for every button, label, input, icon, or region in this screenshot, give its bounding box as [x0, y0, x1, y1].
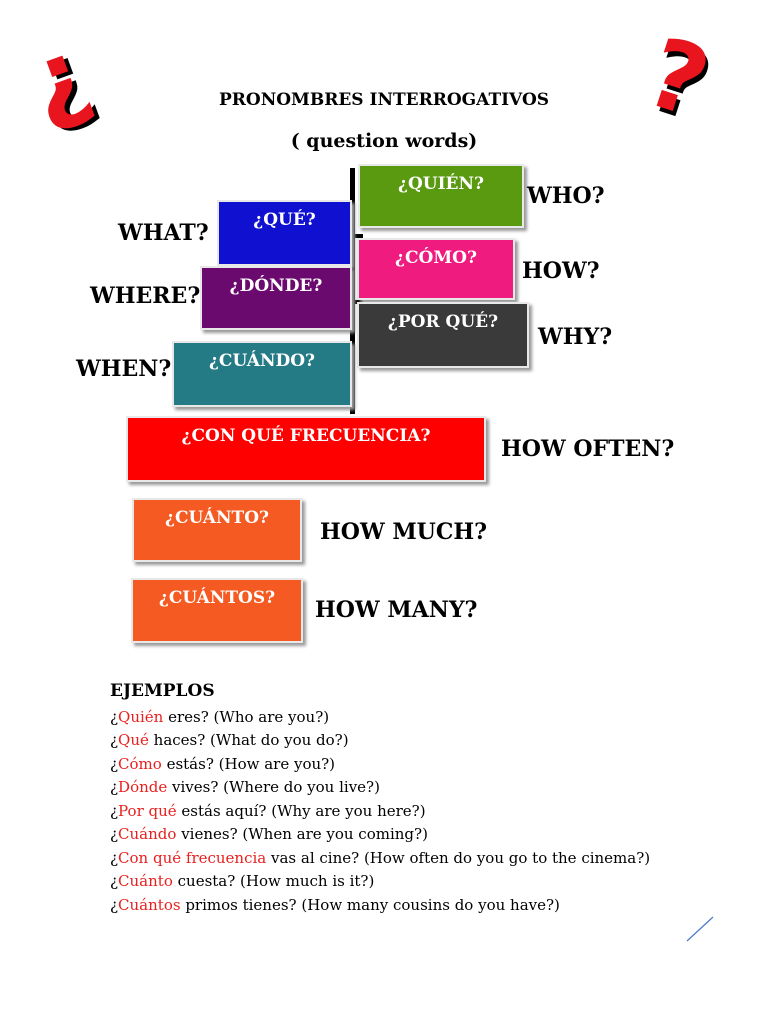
example-line	[110, 870, 650, 894]
example-line	[110, 823, 650, 847]
english-who: WHO?	[527, 183, 605, 209]
example-rest: vienes? (When are you coming?)	[176, 825, 428, 843]
example-prefix: ¿	[110, 731, 119, 749]
english-what: WHAT?	[118, 220, 209, 246]
english-how-often: HOW OFTEN?	[501, 436, 675, 462]
inverted-question-mark-icon: ¿	[12, 15, 104, 141]
example-line	[110, 894, 650, 918]
example-keyword: Por qué	[118, 801, 177, 820]
example-rest: estás aquí? (Why are you here?)	[176, 801, 426, 820]
word-box-que: ¿QUÉ?	[217, 200, 352, 266]
word-box-quien: ¿QUIÉN?	[358, 164, 524, 228]
english-why: WHY?	[538, 324, 613, 350]
example-line	[110, 706, 650, 730]
example-prefix: ¿	[110, 872, 119, 890]
example-line	[110, 847, 650, 871]
example-prefix: ¿	[110, 801, 119, 820]
word-box-por-que: ¿POR QUÉ?	[357, 302, 529, 368]
example-rest: primos tienes? (How many cousins do you have?)	[180, 895, 560, 914]
examples-list	[110, 706, 650, 918]
example-keyword: Cuánto	[118, 872, 173, 890]
word-box-donde: ¿DÓNDE?	[200, 266, 352, 330]
example-prefix: ¿	[110, 778, 119, 796]
example-line	[110, 776, 650, 800]
example-rest: estás? (How are you?)	[161, 754, 336, 773]
example-prefix: ¿	[110, 848, 119, 867]
example-keyword: Cuántos	[118, 895, 181, 914]
word-box-cuantos: ¿CUÁNTOS?	[131, 578, 303, 643]
example-keyword: Qué	[118, 731, 149, 749]
example-rest: eres? (Who are you?)	[163, 707, 330, 726]
example-prefix: ¿	[110, 754, 119, 773]
example-keyword: Con qué frecuencia	[118, 848, 267, 867]
example-line	[110, 729, 650, 753]
english-where: WHERE?	[90, 283, 201, 309]
english-how: HOW?	[522, 258, 600, 284]
example-keyword: Quién	[118, 707, 164, 726]
english-how-much: HOW MUCH?	[320, 519, 488, 545]
examples-heading: EJEMPLOS	[110, 681, 215, 701]
example-keyword: Cuándo	[118, 825, 177, 843]
example-keyword: Cómo	[118, 754, 162, 773]
examples-section	[110, 680, 650, 917]
example-prefix: ¿	[110, 707, 119, 726]
page-subtitle: ( question words)	[290, 130, 478, 152]
example-rest: cuesta? (How much is it?)	[172, 872, 375, 890]
example-line	[110, 800, 650, 824]
page-title: PRONOMBRES INTERROGATIVOS	[218, 90, 550, 110]
question-mark-icon: ?	[634, 16, 722, 140]
word-box-como: ¿CÓMO?	[357, 238, 515, 300]
word-box-con-que-frecuencia: ¿CON QUÉ FRECUENCIA?	[126, 416, 486, 482]
example-prefix: ¿	[110, 895, 119, 914]
example-prefix: ¿	[110, 825, 119, 843]
english-how-many: HOW MANY?	[315, 597, 478, 623]
word-box-cuanto: ¿CUÁNTO?	[132, 498, 302, 562]
english-when: WHEN?	[76, 356, 172, 382]
word-box-cuando: ¿CUÁNDO?	[172, 341, 352, 407]
example-rest: vives? (Where do you live?)	[167, 778, 380, 796]
example-rest: haces? (What do you do?)	[148, 731, 349, 749]
example-rest: vas al cine? (How often do you go to the cinema?)	[266, 848, 651, 867]
decorative-line	[685, 915, 715, 943]
example-line	[110, 753, 650, 777]
example-keyword: Dónde	[118, 778, 168, 796]
